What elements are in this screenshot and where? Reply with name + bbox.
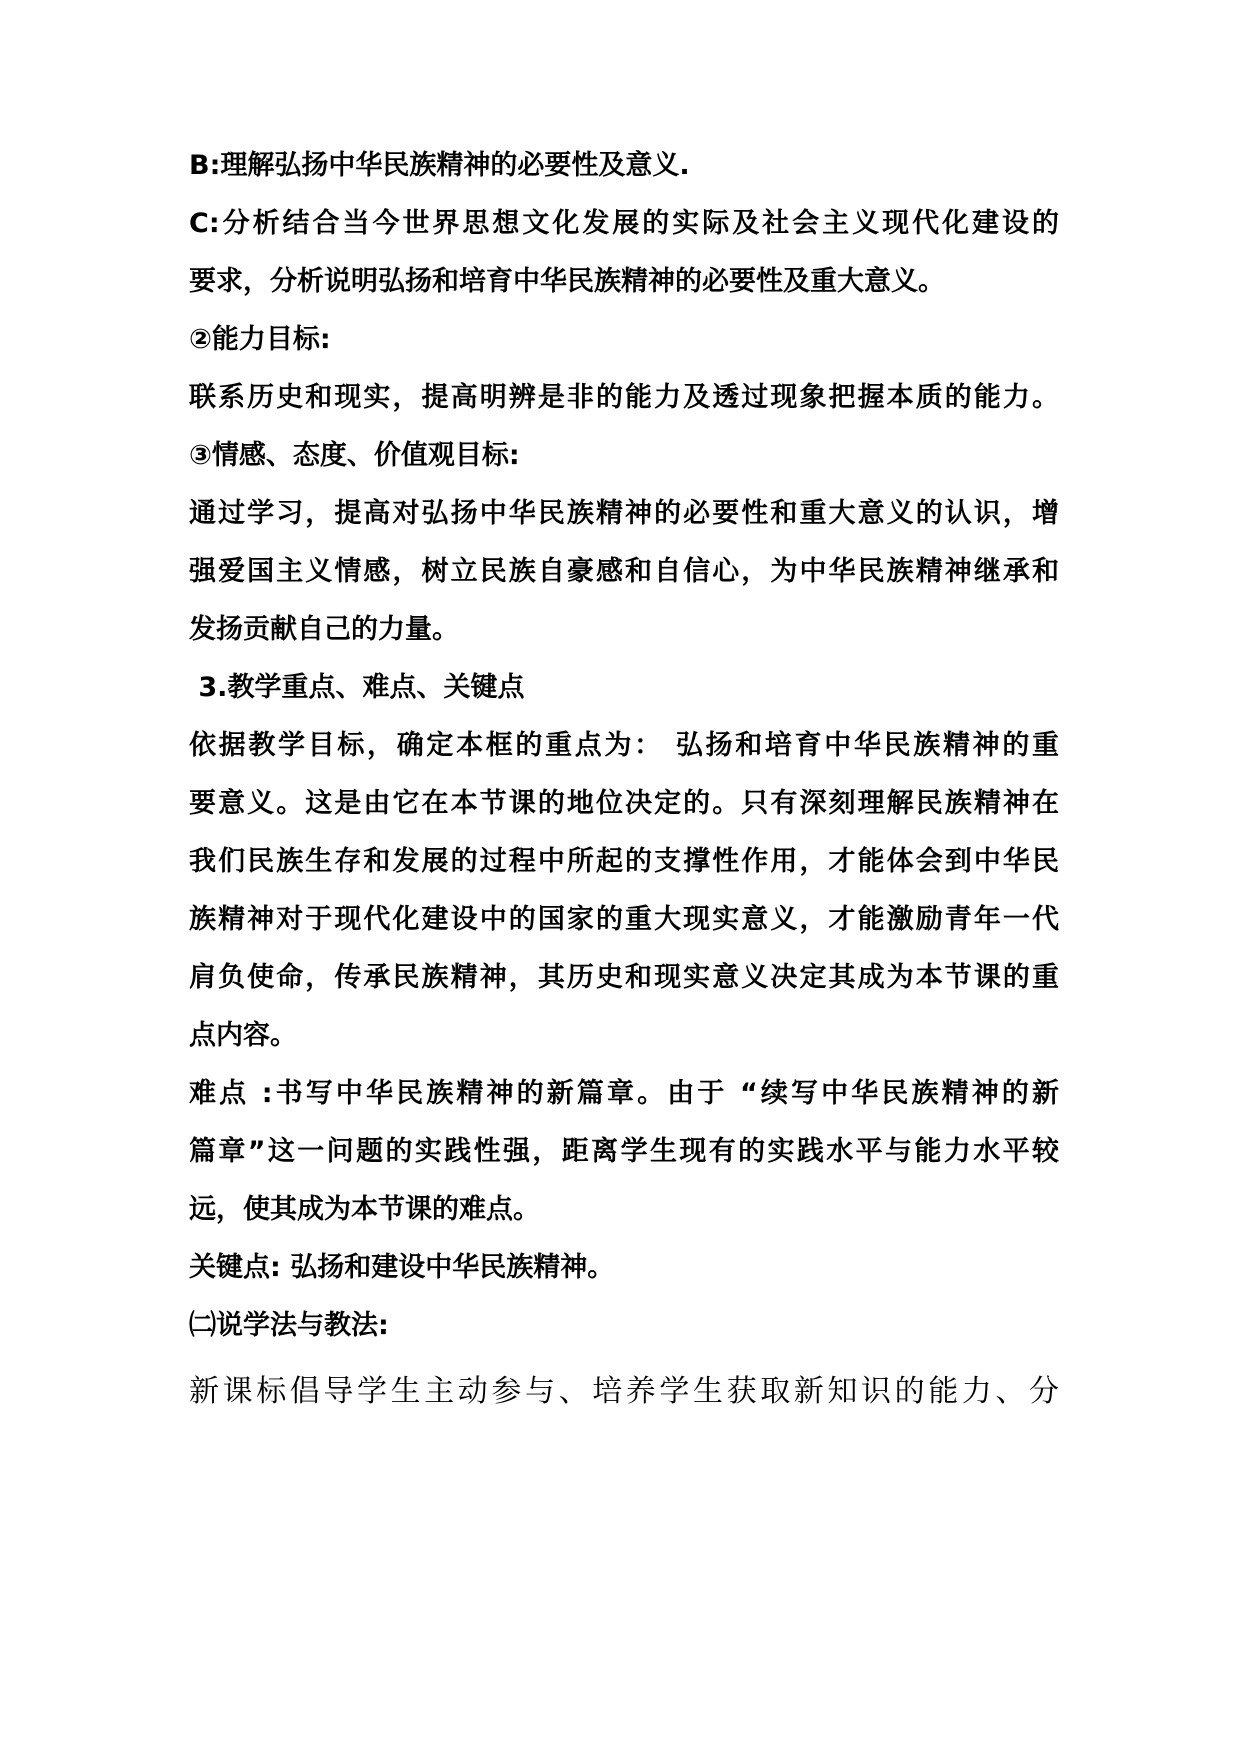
methods-text-1: 新课标倡导学生主动参与、培养学生获取新知识的能力、分 bbox=[189, 1374, 1059, 1409]
key-link-text: 关键点: 弘扬和建设中华民族精神。 bbox=[189, 1252, 615, 1283]
emotion-goal-text-2: 强爱国主义情感，树立民族自豪感和自信心，为中华民族精神继承和 bbox=[189, 556, 1059, 587]
difficulty-text-3: 远，使其成为本节课的难点。 bbox=[189, 1194, 540, 1225]
emotion-goal-text-3: 发扬贡献自己的力量。 bbox=[189, 614, 459, 645]
objective-b-line: B:理解弘扬中华民族精神的必要性及意义. bbox=[189, 150, 690, 181]
objective-c-line-2: 要求，分析说明弘扬和培育中华民族精神的必要性及重大意义。 bbox=[189, 266, 945, 297]
difficulty-text-1: 难点 :书写中华民族精神的新篇章。由于 “续写中华民族精神的新 bbox=[189, 1078, 1059, 1109]
objective-c-line-1: C:分析结合当今世界思想文化发展的实际及社会主义现代化建设的 bbox=[189, 208, 1059, 239]
ability-goal-heading: ②能力目标: bbox=[189, 324, 331, 355]
emotion-goal-heading: ③情感、态度、价值观目标: bbox=[189, 440, 520, 471]
section-3-heading: 3.教学重点、难点、关键点 bbox=[189, 672, 525, 703]
key-point-text-5: 肩负使命，传承民族精神，其历史和现实意义决定其成为本节课的重 bbox=[189, 962, 1059, 993]
emotion-goal-text-1: 通过学习，提高对弘扬中华民族精神的必要性和重大意义的认识，增 bbox=[189, 498, 1059, 529]
key-point-text-3: 我们民族生存和发展的过程中所起的支撑性作用，才能体会到中华民 bbox=[189, 846, 1059, 877]
key-point-text-1: 依据教学目标，确定本框的重点为： 弘扬和培育中华民族精神的重 bbox=[189, 730, 1059, 761]
key-point-text-4: 族精神对于现代化建设中的国家的重大现实意义，才能激励青年一代 bbox=[189, 904, 1059, 935]
methods-heading: ㈡说学法与教法: bbox=[189, 1310, 389, 1341]
ability-goal-text: 联系历史和现实，提高明辨是非的能力及透过现象把握本质的能力。 bbox=[189, 382, 1059, 413]
key-point-text-2: 要意义。这是由它在本节课的地位决定的。只有深刻理解民族精神在 bbox=[189, 788, 1059, 819]
key-point-text-6: 点内容。 bbox=[189, 1020, 297, 1051]
difficulty-text-2: 篇章”这一问题的实践性强，距离学生现有的实践水平与能力水平较 bbox=[189, 1136, 1059, 1167]
